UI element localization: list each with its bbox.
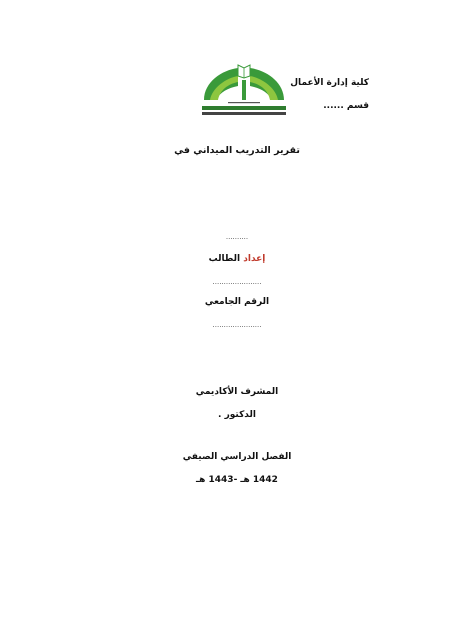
prepared-highlight: إعداد — [243, 254, 266, 264]
report-title: تقرير التدريب الميداني في — [174, 145, 300, 156]
doctor-label: الدكتور . — [218, 410, 256, 420]
academic-year: 1442 هـ -1443 هـ — [196, 475, 278, 485]
college-name: كلية إدارة الأعمال — [290, 78, 369, 88]
department-name: قسم ...... — [323, 101, 369, 111]
prepared-rest: الطالب — [208, 254, 244, 264]
university-logo-icon — [198, 62, 290, 118]
placeholder-dots: .......... — [225, 233, 249, 241]
semester-label: الفصل الدراسي الصيفي — [182, 452, 292, 462]
university-number-dots: ...................... — [212, 321, 262, 329]
university-logo — [198, 62, 290, 118]
prepared-by-label — [0, 254, 474, 264]
student-name-dots: ...................... — [212, 278, 262, 286]
supervisor-label: المشرف الأكاديمي — [195, 387, 279, 397]
university-number-label: الرقم الجامعي — [204, 297, 270, 307]
